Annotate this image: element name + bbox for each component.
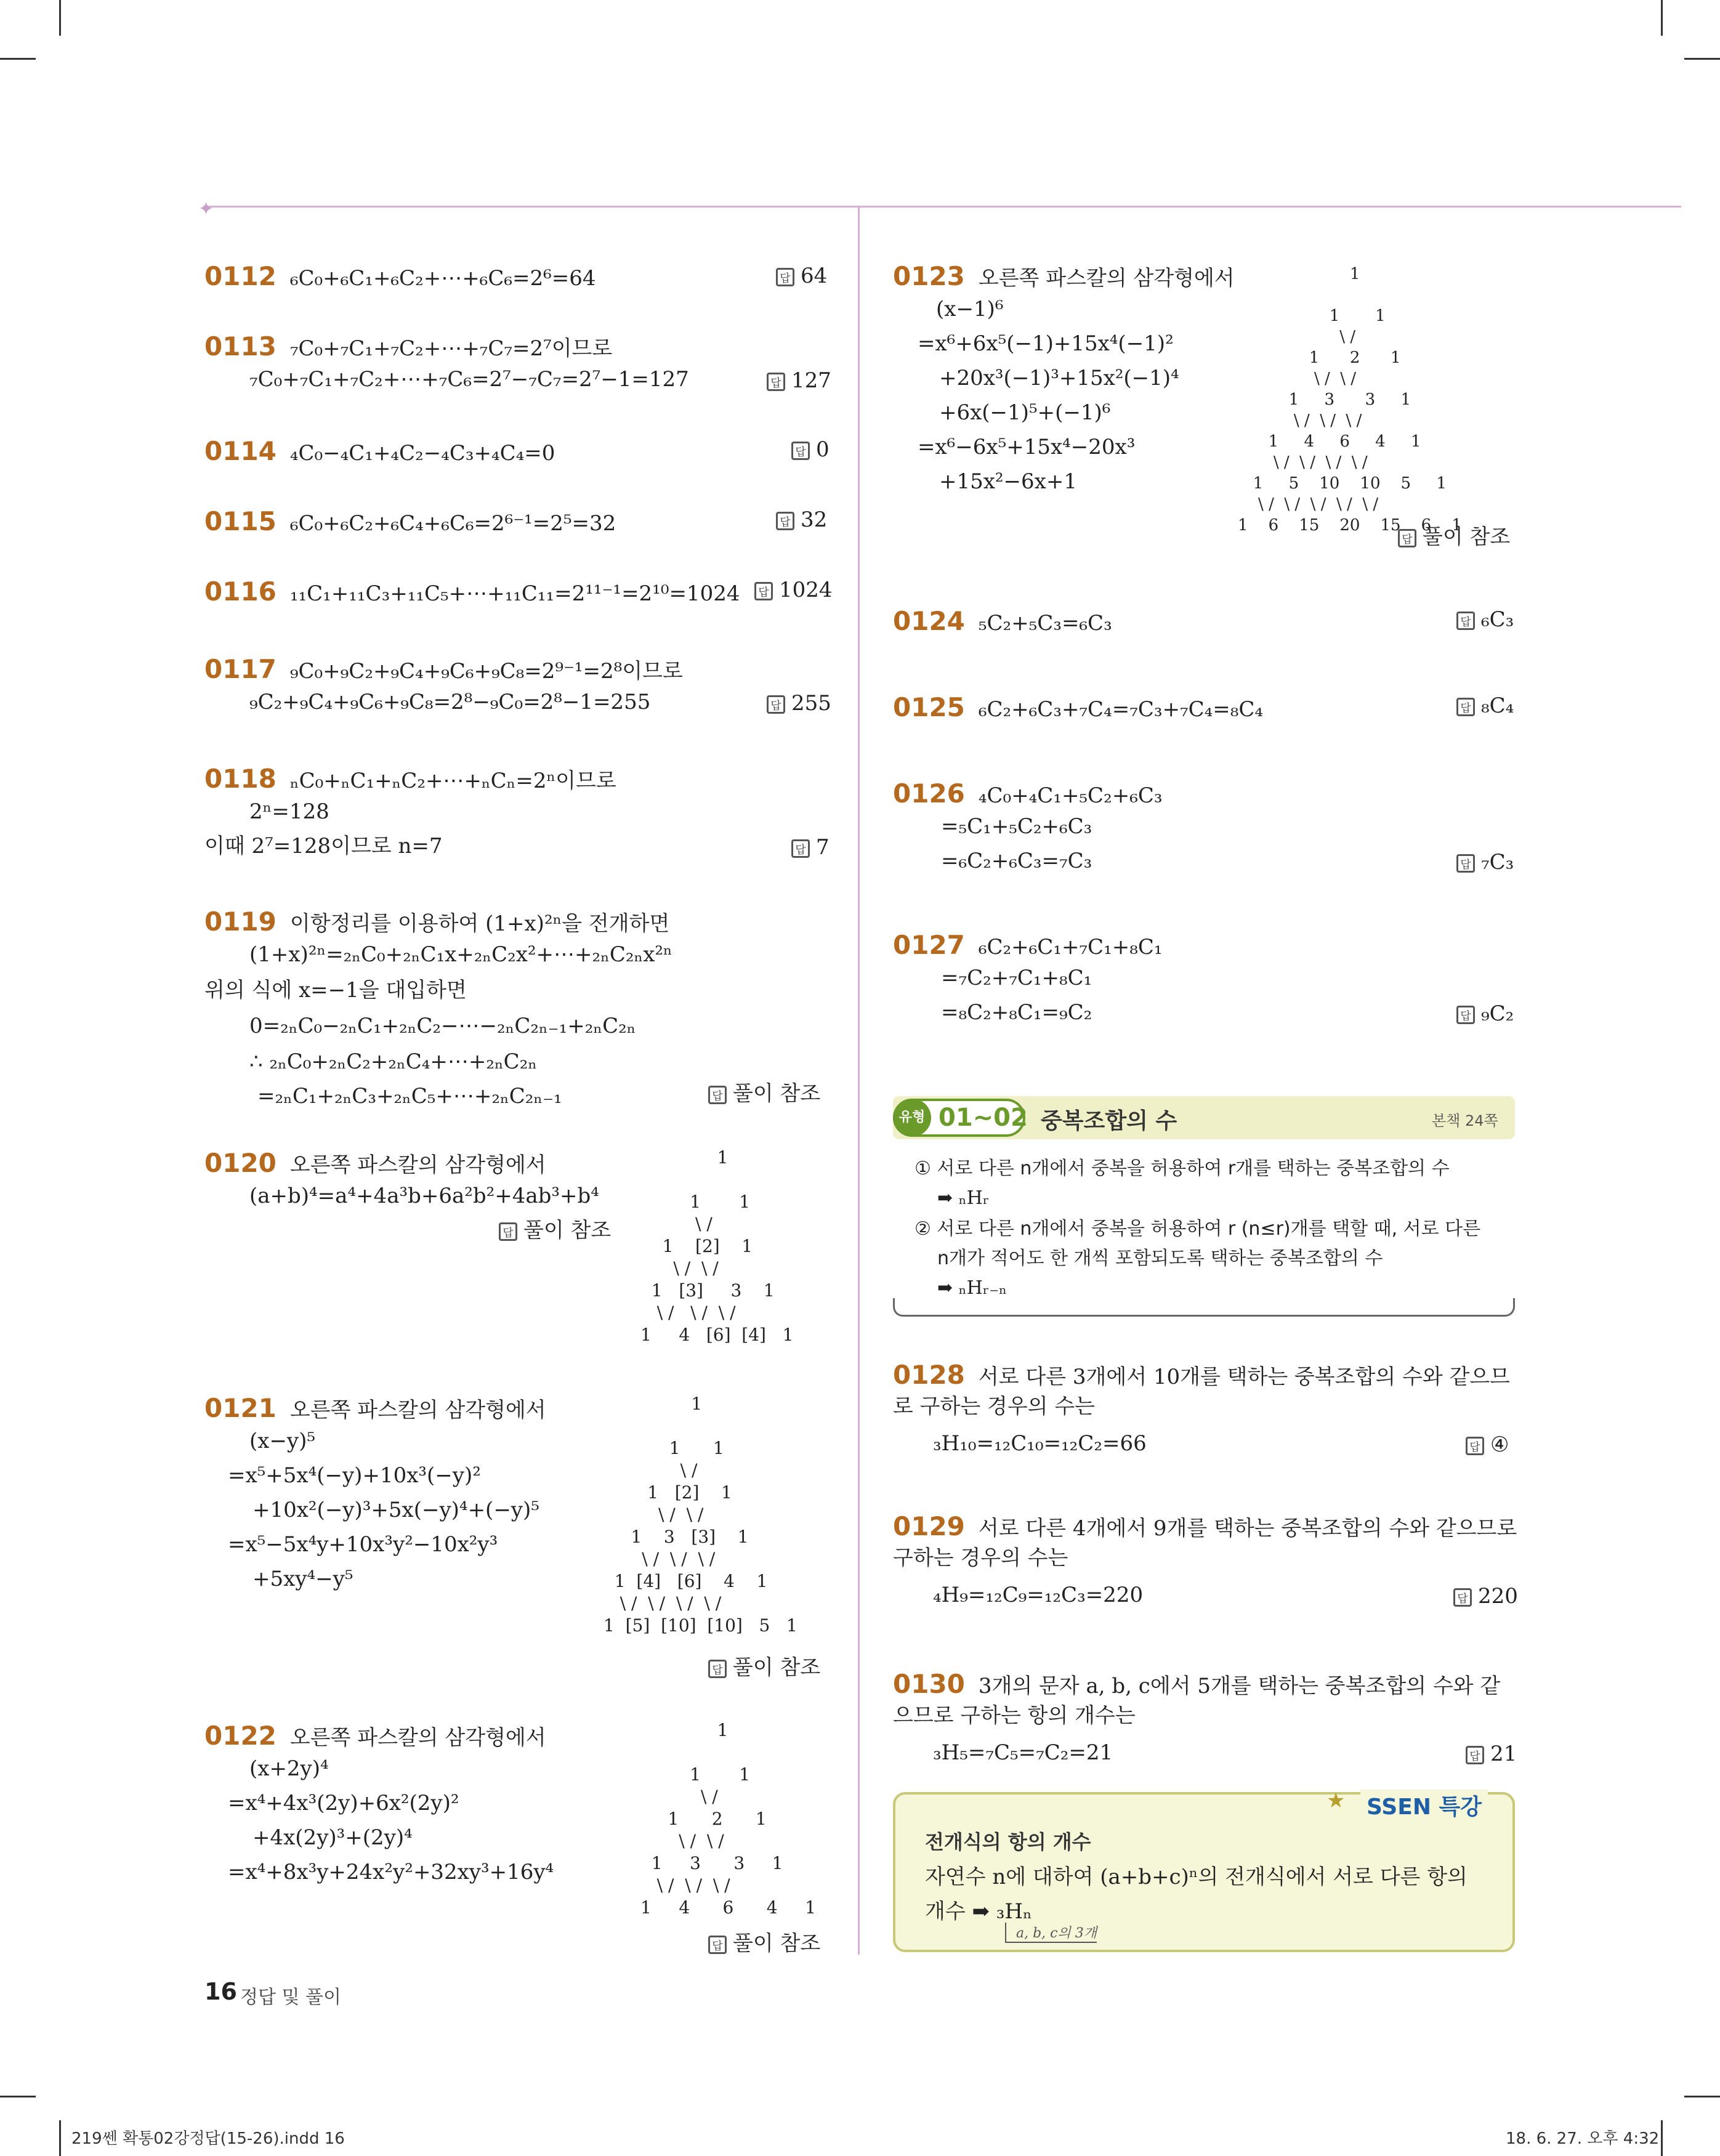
section-ref: 본책 24쪽 xyxy=(1432,1112,1498,1129)
file-info: 219쎈 확통02강정답(15-26).indd 16 xyxy=(71,2130,345,2148)
footer-title: 정답 및 풀이 xyxy=(240,1987,341,2008)
answer-icon: 답 xyxy=(776,512,794,530)
crop-mark xyxy=(0,2096,36,2097)
answer-icon: 답 xyxy=(1466,1437,1484,1455)
answer-icon: 답 xyxy=(708,1660,727,1678)
print-timestamp: 18. 6. 27. 오후 4:32 xyxy=(1506,2130,1660,2148)
answer-icon: 답 xyxy=(791,839,810,858)
page-number: 16 xyxy=(204,1978,237,2005)
answer-icon: 답 xyxy=(1453,1588,1472,1607)
type-badge: 유형 01~02 xyxy=(893,1099,1025,1137)
answer-icon: 답 xyxy=(767,373,785,391)
crop-mark xyxy=(1684,2096,1720,2097)
section-header xyxy=(893,1096,1515,1139)
answer-icon: 답 xyxy=(776,268,794,286)
header-rule xyxy=(203,206,1681,208)
tip-line: 개수 ➡ ₃Hₙ xyxy=(925,1899,1032,1924)
answer-icon: 답 xyxy=(499,1222,517,1241)
answer-icon: 답 xyxy=(1466,1746,1484,1764)
tip-note: a, b, c의 3개 xyxy=(1005,1923,1097,1943)
pascal-triangle: 1 1 1 \ / 1 2 1 \ / \ / 1 3 3 1 \ / \ / \ / 1 4 6 4 1 xyxy=(640,1720,816,1918)
section-title: 중복조합의 수 xyxy=(1041,1108,1177,1134)
crop-mark xyxy=(1661,2120,1663,2156)
column-divider xyxy=(858,206,860,1955)
answer-icon: 답 xyxy=(1398,529,1416,547)
tip-title: 전개식의 항의 개수 xyxy=(925,1830,1091,1854)
summary-bracket xyxy=(893,1298,1515,1317)
answer-icon: 답 xyxy=(1456,854,1475,873)
crop-mark xyxy=(1661,0,1663,36)
answer-icon: 답 xyxy=(1456,612,1475,630)
tip-line: 자연수 n에 대하여 (a+b+c)ⁿ의 전개식에서 서로 다른 항의 xyxy=(925,1865,1468,1889)
answer-icon: 답 xyxy=(708,1086,727,1104)
crop-mark xyxy=(0,58,36,60)
answer-icon: 답 xyxy=(791,442,810,460)
answer-icon: 답 xyxy=(767,695,785,714)
star-icon: ★ xyxy=(1326,1788,1346,1813)
answer-icon: 답 xyxy=(1456,698,1475,716)
pascal-triangle: 1 1 1 \ / 1 [2] 1 \ / \ / 1 [3] 3 1 \ / \ / \ / 1 4 [6] [4] 1 xyxy=(640,1147,794,1345)
special-tip-panel xyxy=(893,1788,1515,1952)
pascal-triangle: 1 1 1 \ / 1 2 1 \ / \ / 1 3 3 1 \ / \ / \ / 1 4 6 4 1 \ / \ / \ / \ / 1 5 10 10 5 1 \ / \ / \ / \ / \ / 1 6 15 20 15 6 1 xyxy=(1238,265,1462,535)
pascal-triangle: 1 1 1 \ / 1 [2] 1 \ / \ / 1 3 [3] 1 \ / \ / \ / 1 [4] [6] 4 1 \ / \ / \ / \ / 1 [5] [10] [10] 5 1 xyxy=(604,1394,797,1636)
ssen-brand: SSEN 특강 xyxy=(1360,1790,1488,1821)
answer-icon: 답 xyxy=(708,1936,727,1954)
star-icon: ✦ xyxy=(198,198,214,220)
crop-mark xyxy=(59,0,61,36)
crop-mark xyxy=(1684,58,1720,60)
crop-mark xyxy=(59,2120,61,2156)
answer-icon: 답 xyxy=(1456,1006,1475,1024)
answer-icon: 답 xyxy=(754,582,773,600)
